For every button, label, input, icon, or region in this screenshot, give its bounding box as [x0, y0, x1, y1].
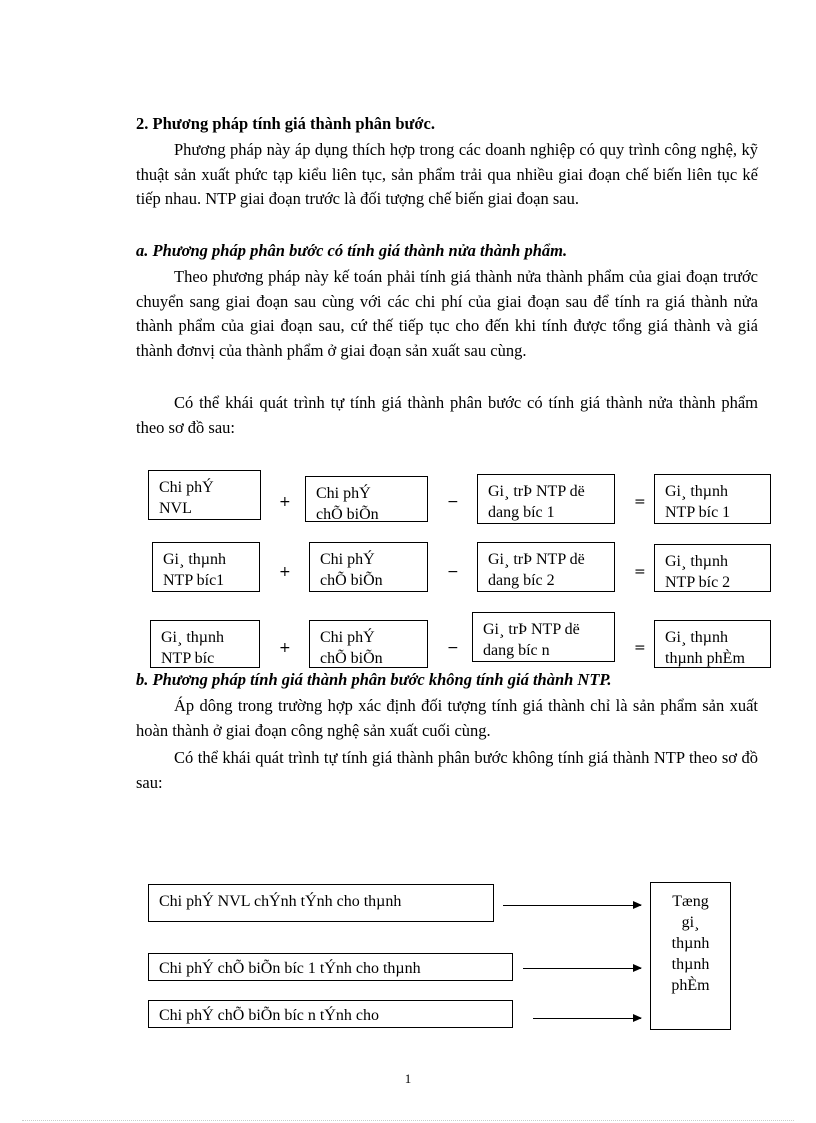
- equals-operator: =: [634, 640, 646, 656]
- box-processing-cost-stepn: Chi phÝ chÕ biÕn bíc n tÝnh cho: [148, 1000, 513, 1028]
- plus-operator: +: [279, 640, 291, 656]
- equals-operator: =: [634, 564, 646, 580]
- minus-operator: −: [447, 494, 459, 510]
- box-row1-result: Gi¸ thµnh NTP bíc 1: [654, 474, 771, 524]
- equals-operator: =: [634, 494, 646, 510]
- arrow-right: [523, 968, 641, 969]
- box-row2-processing-cost: Chi phÝ chÕ biÕn: [309, 542, 428, 592]
- minus-operator: −: [447, 564, 459, 580]
- minus-operator: −: [447, 640, 459, 656]
- box-row1-processing-cost: Chi phÝ chÕ biÕn: [305, 476, 428, 522]
- paragraph-method-a: Theo phương pháp này kế toán phải tính giá thành nửa thành phẩm của giai đoạn trước chuyển sang giai đoạn sau cùng với các chi phí của giai đoạn sau để tính ra giá thành nửa thành phẩm của giai đoạn sau, cứ thế tiếp tục cho đến khi tính được tổng giá thành và giá thành đơnvị của thành phẩm ở giai đoạn sản xuất sau cùng.: [136, 267, 758, 360]
- box-processing-cost-step1: Chi phÝ chÕ biÕn bíc 1 tÝnh cho thµnh: [148, 953, 513, 981]
- paragraph-diagram-a-intro: Có thể khái quát trình tự tính giá thành phân bước có tính giá thành nửa thành phẩm theo sơ đồ sau:: [136, 393, 758, 437]
- box-row1-material-cost: Chi phÝ NVL: [148, 470, 261, 520]
- subheading-a: a. Phương pháp phân bước có tính giá thành nửa thành phẩm.: [136, 241, 568, 260]
- box-row1-wip-value: Gi¸ trÞ NTP dë dang bíc 1: [477, 474, 615, 524]
- paragraph-intro: Phương pháp này áp dụng thích hợp trong các doanh nghiệp có quy trình công nghệ, kỹ thuật sản xuất phức tạp kiểu liên tục, sản phẩm trải qua nhiều giai đoạn chế biến liên tục kế tiếp nhau. NTP giai đoạn trước là đối tượng chế biến giai đoạn sau.: [136, 140, 758, 208]
- box-row3-prev-cost: Gi¸ thµnh NTP bíc: [150, 620, 260, 668]
- paragraph-diagram-b-intro: Có thể khái quát trình tự tính giá thành phân bước không tính giá thành NTP theo sơ đồ sau:: [136, 748, 758, 792]
- plus-operator: +: [279, 494, 291, 510]
- arrow-right: [533, 1018, 641, 1019]
- box-row3-processing-cost: Chi phÝ chÕ biÕn: [309, 620, 428, 668]
- page-number: 1: [404, 1071, 412, 1086]
- box-total-cost: Tæng gi¸ thµnh thµnh phÈm: [650, 882, 731, 1030]
- box-row2-prev-cost: Gi¸ thµnh NTP bíc1: [152, 542, 260, 592]
- box-material-cost: Chi phÝ NVL chÝnh tÝnh cho thµnh: [148, 884, 494, 922]
- box-row3-result: Gi¸ thµnh thµnh phÈm: [654, 620, 771, 668]
- paragraph-method-b: Áp dông trong trường hợp xác định đối tượng tính giá thành chỉ là sản phẩm sản xuất hoàn thành ở giai đoạn công nghệ sản xuất cuối cùng.: [136, 696, 758, 740]
- box-row2-wip-value: Gi¸ trÞ NTP dë dang bíc 2: [477, 542, 615, 592]
- subheading-b: b. Phương pháp tính giá thành phân bước không tính giá thành NTP.: [136, 670, 612, 689]
- arrow-right: [503, 905, 641, 906]
- box-row2-result: Gi¸ thµnh NTP bíc 2: [654, 544, 771, 592]
- box-row3-wip-value: Gi¸ trÞ NTP dë dang bíc n: [472, 612, 615, 662]
- plus-operator: +: [279, 564, 291, 580]
- page-footer-divider: [22, 1120, 794, 1121]
- section-heading: 2. Phương pháp tính giá thành phân bước.: [136, 114, 435, 133]
